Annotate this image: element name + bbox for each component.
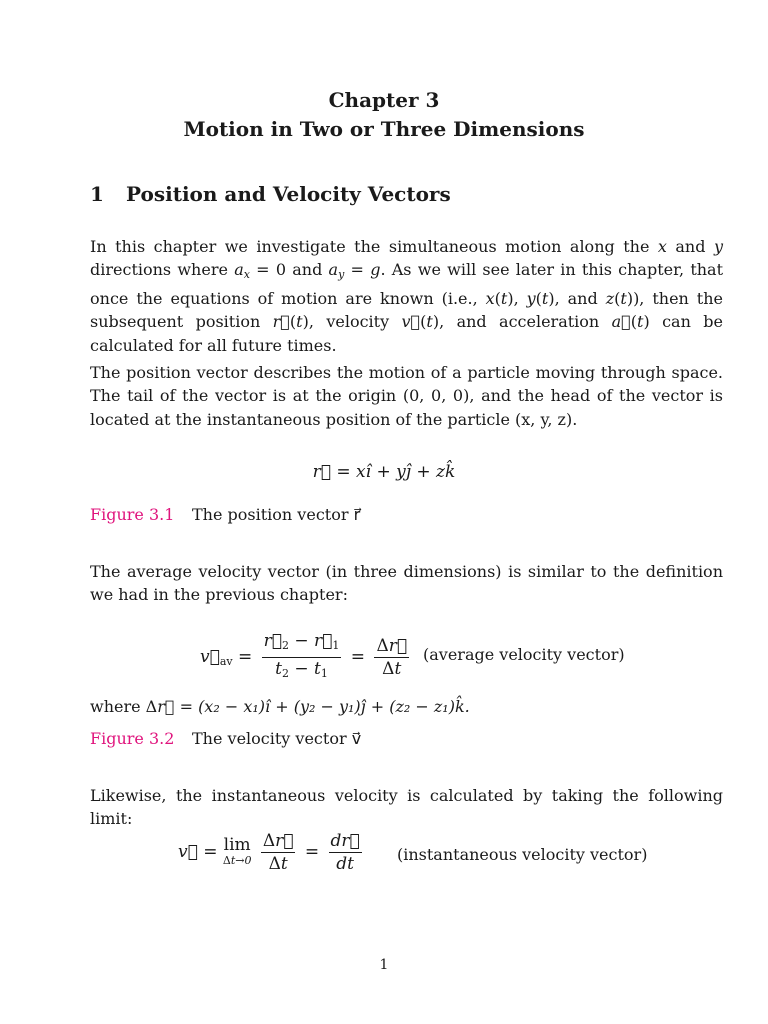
paragraph-instantaneous-velocity: Likewise, the instantaneous velocity is calculated by taking the following limit: (90, 786, 723, 829)
text-run: , velocity (308, 312, 402, 332)
text-run: . As we will see later in this chapter, that once the equations of motion are known (i.e., (90, 260, 724, 308)
figure-caption: The velocity vector v⃗ (192, 729, 362, 748)
limit: lim Δt→0 (222, 834, 252, 867)
figure-caption-3-2 (90, 729, 361, 748)
text-run: , and acceleration (439, 312, 612, 332)
figure-caption-3-1 (90, 505, 360, 524)
section-title: Position and Velocity Vectors (126, 182, 451, 206)
fraction: $\frac{\Delta r⃗}{\Delta t}$ (376, 636, 408, 679)
paragraph-average-velocity: The average velocity vector (in three dimensions) is similar to the definition we had in the previous chapter: (90, 562, 723, 605)
paragraph-position-vector: The position vector describes the motion of a particle moving through space. The tail of the vector is at the origin (0, 0, 0), and the head of the vector is located at the instantaneous position of the particle (x, y, z). (90, 363, 723, 429)
text-run: = 0 and (249, 260, 329, 280)
figure-label: Figure 3.1 (90, 505, 175, 524)
chapter-number: Chapter 3 (328, 88, 440, 112)
text-run: In this chapter we investigate the simultaneous motion along the (90, 237, 658, 256)
section-number: 1 (90, 182, 104, 206)
equation-note-instantaneous: (instantaneous velocity vector) (397, 845, 648, 864)
text-run: and (666, 237, 714, 256)
section-heading (90, 182, 451, 206)
paragraph-delta-r (90, 695, 723, 718)
fraction: $\frac{dr⃗}{dt}$ (330, 831, 360, 874)
fraction: $\frac{\Delta r⃗}{\Delta t}$ (262, 831, 294, 874)
figure-label: Figure 3.2 (90, 729, 175, 748)
text-run: can be calculated for all future times. (90, 312, 723, 355)
text-run: = (344, 260, 371, 280)
equation-average-velocity: $v⃗_{av}$ = $\frac{r⃗_2 - r⃗_1}{t_2 - t_1}$ = $\frac{\Delta r⃗}{\Delta t}$ (200, 630, 413, 685)
equation-instantaneous-velocity: v⃗ = lim Δt→0 $\frac{\Delta r⃗}{\Delta t}$ = $\frac{dr⃗}{dt}$ (178, 831, 360, 874)
figure-caption: The position vector r⃗ (192, 505, 361, 524)
text-run: directions where (90, 260, 235, 280)
chapter-title: Motion in Two or Three Dimensions (183, 117, 585, 141)
equation-note-average: (average velocity vector) (423, 645, 625, 664)
text-run: , and (554, 288, 606, 308)
equation-delta-r: r⃗ = (x₂ − x₁)î + (y₂ − y₁)ĵ + (z₂ − z₁)k̂. (157, 697, 470, 716)
page-number: 1 (379, 957, 389, 973)
text-run: ), then the subsequent position (90, 288, 723, 332)
text-run: where Δ (90, 697, 158, 716)
equation-position-vector: r⃗ = xî + yĵ + zk̂ (312, 462, 456, 482)
paragraph-intro: In this chapter we investigate the simultaneous motion along the x and y directions where ax = 0 and ay = g. As we will see later in this chapter, that once the equations of motion are known (i.e., x(t), y(t), and z(t)), then the subsequent position r⃗(t), velocity v⃗(t), and acceleration a⃗(t) can be calculated for all future times. (90, 237, 724, 355)
fraction: $\frac{r⃗_2 - r⃗_1}{t_2 - t_1}$ (263, 631, 340, 680)
